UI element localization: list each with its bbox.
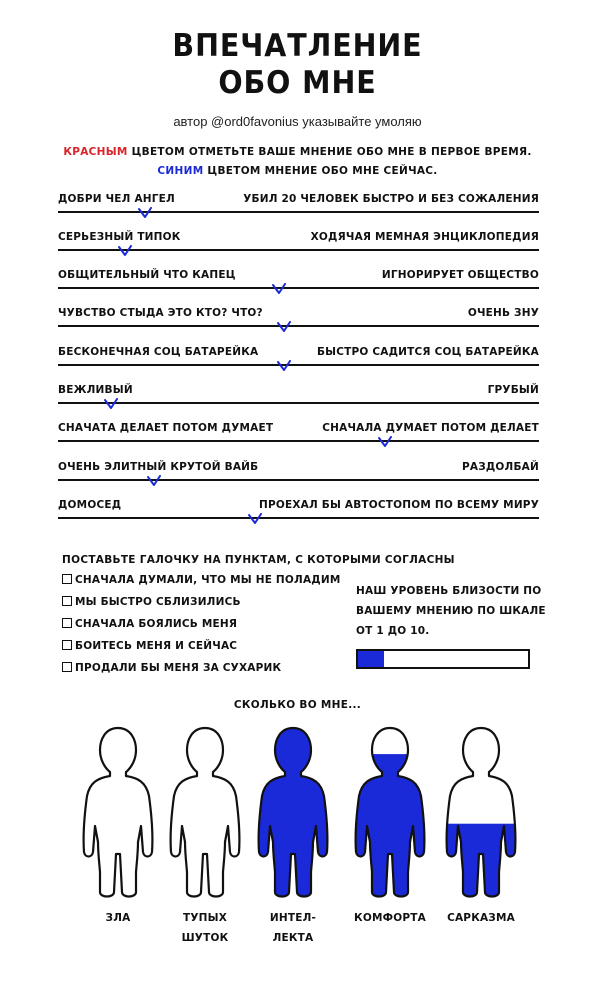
page-title — [0, 28, 595, 102]
checklist-item-label: СНАЧАЛА БОЯЛИСЬ МЕНЯ — [75, 618, 238, 630]
person-figure — [253, 722, 333, 902]
closeness-line-3: ОТ 1 ДО 10. — [356, 625, 430, 637]
scale-right-label: РАЗДОЛБАЙ — [462, 461, 539, 473]
closeness-line-1: НАШ УРОВЕНЬ БЛИЗОСТИ ПО — [356, 585, 542, 597]
closeness-bar-fill — [358, 651, 384, 667]
person-figure — [350, 722, 430, 902]
checklist-item-label: ПРОДАЛИ БЫ МЕНЯ ЗА СУХАРИК — [75, 662, 282, 674]
scale-row — [58, 499, 539, 531]
checklist-item[interactable] — [62, 662, 281, 674]
checklist-title: ПОСТАВЬТЕ ГАЛОЧКУ НА ПУНКТАМ, С КОТОРЫМИ СОГЛАСНЫ — [62, 554, 455, 566]
scale-line[interactable] — [58, 402, 539, 404]
blue-check-mark — [147, 475, 161, 487]
blue-check-mark — [378, 436, 392, 448]
instruction-red — [0, 146, 595, 158]
scale-right-label: ГРУБЫЙ — [487, 384, 539, 396]
blue-word: СИНИМ — [157, 165, 204, 177]
figure-label — [345, 908, 435, 928]
scale-line[interactable] — [58, 325, 539, 327]
figure-label-line-1: ТУПЫХ — [182, 912, 228, 924]
scale-line[interactable] — [58, 287, 539, 289]
checklist-item[interactable] — [62, 574, 341, 586]
scale-left-label: СЕРЬЕЗНЫЙ ТИПОК — [58, 231, 181, 243]
scale-line[interactable] — [58, 211, 539, 213]
author-line: автор @ord0favonius указывайте умоляю — [173, 114, 422, 129]
checkbox[interactable] — [62, 574, 72, 584]
title-line-2: ОБО МНЕ — [218, 65, 377, 101]
blue-check-mark — [138, 207, 152, 219]
scale-left-label: ВЕЖЛИВЫЙ — [58, 384, 133, 396]
figure-label-line-1: ИНТЕЛ- — [269, 912, 317, 924]
closeness-text — [356, 581, 556, 641]
scale-line[interactable] — [58, 364, 539, 366]
scale-right-label: ОЧЕНЬ ЗНУ — [467, 307, 539, 319]
checkbox[interactable] — [62, 618, 72, 628]
scale-right-label: БЫСТРО САДИТСЯ СОЦ БАТАРЕЙКА — [316, 346, 539, 358]
scale-right-label: ИГНОРИРУЕТ ОБЩЕСТВО — [381, 269, 539, 281]
figure-label-line-1: ЗЛА — [105, 912, 131, 924]
scale-left-label: БЕСКОНЕЧНАЯ СОЦ БАТАРЕЙКА — [58, 346, 259, 358]
scale-line[interactable] — [58, 517, 539, 519]
figure-label — [160, 908, 250, 948]
figure-label-line-2: ЛЕКТА — [272, 932, 314, 944]
checkbox[interactable] — [62, 662, 72, 672]
person-figure — [441, 722, 521, 902]
blue-check-mark — [272, 283, 286, 295]
scale-row — [58, 461, 539, 493]
figure-label-line-1: САРКАЗМА — [447, 912, 515, 924]
blue-check-mark — [104, 398, 118, 410]
figure-label-line-1: КОМФОРТА — [354, 912, 426, 924]
blue-check-mark — [277, 321, 291, 333]
checklist-item[interactable] — [62, 640, 237, 652]
person-figure — [165, 722, 245, 902]
scale-right-label: ХОДЯЧАЯ МЕМНАЯ ЭНЦИКЛОПЕДИЯ — [310, 231, 539, 243]
blue-check-mark — [277, 360, 291, 372]
figure-label — [436, 908, 526, 928]
checkbox[interactable] — [62, 596, 72, 606]
checklist-item-label: БОИТЕСЬ МЕНЯ И СЕЙЧАС — [75, 640, 238, 652]
closeness-bar[interactable] — [356, 649, 530, 669]
instruction-red-text: ЦВЕТОМ ОТМЕТЬТЕ ВАШЕ МНЕНИЕ ОБО МНЕ В ПЕРВОЕ ВРЕМЯ. — [127, 146, 532, 158]
scale-row — [58, 307, 539, 339]
scale-right-label: ПРОЕХАЛ БЫ АВТОСТОПОМ ПО ВСЕМУ МИРУ — [258, 499, 539, 511]
figure-label-line-2: ШУТОК — [181, 932, 229, 944]
checklist-item-label: МЫ БЫСТРО СБЛИЗИЛИСЬ — [75, 596, 241, 608]
scale-line[interactable] — [58, 440, 539, 442]
scale-left-label: ЧУВСТВО СТЫДА ЭТО КТО? ЧТО? — [58, 307, 263, 319]
checklist-item[interactable] — [62, 618, 237, 630]
scale-row — [58, 231, 539, 263]
scale-row — [58, 193, 539, 225]
scale-right-label: УБИЛ 20 ЧЕЛОВЕК БЫСТРО И БЕЗ СОЖАЛЕНИЯ — [243, 193, 539, 205]
scale-right-label: СНАЧАЛА ДУМАЕТ ПОТОМ ДЕЛАЕТ — [322, 422, 539, 434]
scale-left-label: ОБЩИТЕЛЬНЫЙ ЧТО КАПЕЦ — [58, 269, 236, 281]
figure-label — [248, 908, 338, 948]
instruction-blue-text: ЦВЕТОМ МНЕНИЕ ОБО МНЕ СЕЙЧАС. — [203, 165, 438, 177]
checklist-item-label: СНАЧАЛА ДУМАЛИ, ЧТО МЫ НЕ ПОЛАДИМ — [75, 574, 341, 586]
closeness-line-2: ВАШЕМУ МНЕНИЮ ПО ШКАЛЕ — [356, 605, 546, 617]
scale-left-label: СНАЧАТА ДЕЛАЕТ ПОТОМ ДУМАЕТ — [58, 422, 274, 434]
scale-row — [58, 269, 539, 301]
person-figure — [78, 722, 158, 902]
checklist-item[interactable] — [62, 596, 241, 608]
how-much-title: СКОЛЬКО ВО МНЕ... — [233, 699, 362, 711]
checkbox[interactable] — [62, 640, 72, 650]
scale-row — [58, 384, 539, 416]
scale-line[interactable] — [58, 479, 539, 481]
instruction-blue — [0, 165, 595, 177]
figure-label — [73, 908, 163, 928]
scale-left-label: ОЧЕНЬ ЭЛИТНЫЙ КРУТОЙ ВАЙБ — [58, 461, 259, 473]
blue-check-mark — [118, 245, 132, 257]
red-word: КРАСНЫМ — [63, 146, 128, 158]
scale-left-label: ДОБРИ ЧЕЛ АНГЕЛ — [58, 193, 175, 205]
title-line-1: ВПЕЧАТЛЕНИЕ — [172, 28, 423, 64]
blue-check-mark — [248, 513, 262, 525]
scale-row — [58, 422, 539, 454]
scale-row — [58, 346, 539, 378]
scale-left-label: ДОМОСЕД — [58, 499, 122, 511]
